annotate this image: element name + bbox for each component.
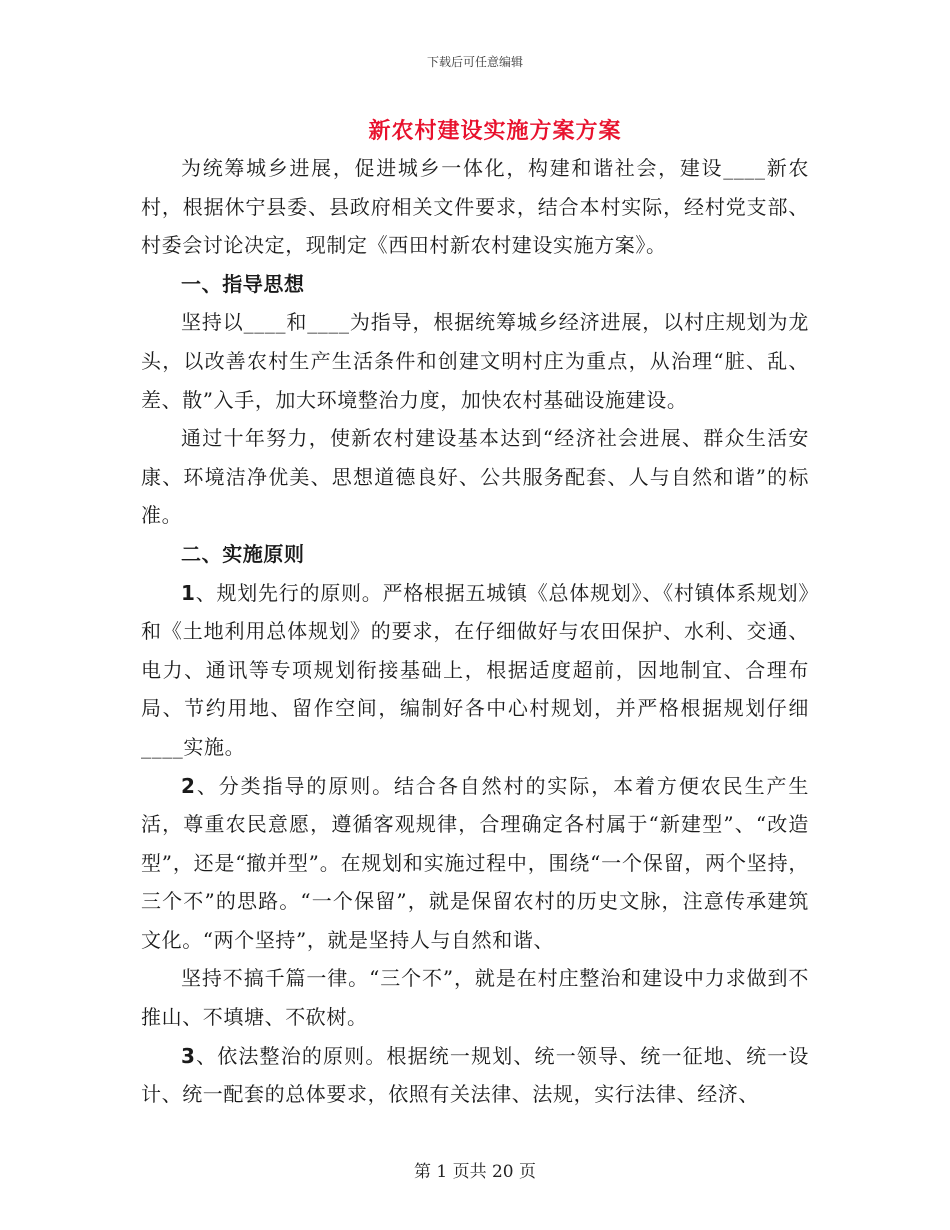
principle-number-3: 3	[181, 1043, 196, 1068]
guiding-ideology-paragraph: 坚持以____和____为指导，根据统筹城乡经济进展，以村庄规划为龙头，以改善农村生产生活条件和创建文明村庄为重点，从治理“脏、乱、差、散”入手，加大环境整治力度，加快农村基础设施建设。	[141, 310, 809, 412]
goal-paragraph: 通过十年努力，使新农村建设基本达到“经济社会进展、群众生活安康、环境洁净优美、思想道德良好、公共服务配套、人与自然和谐”的标准。	[141, 426, 809, 528]
section-heading-guiding-ideology: 一、指导思想	[181, 271, 305, 296]
document-body	[141, 149, 809, 1114]
principle-item-2-continued: 坚持不搞千篇一律。“三个不”，就是在村庄整治和建设中力求做到不推山、不填塘、不砍树。	[141, 966, 809, 1030]
principle-item-1	[141, 574, 809, 767]
principle-item-2	[141, 767, 809, 960]
document-title: 新农村建设实施方案方案	[368, 118, 622, 144]
principle-text-1: 、规划先行的原则。严格根据五城镇《总体规划》、《村镇体系规划》和《土地利用总体规划》的要求，在仔细做好与农田保护、水利、交通、电力、通讯等专项规划衔接基础上，根据适度超前，因地制宜、合理布局、节约用地、留作空间，编制好各中心村规划，并严格根据规划仔细____实施。	[141, 580, 809, 759]
principle-number-1: 1	[181, 580, 196, 605]
principle-text-3: 、依法整治的原则。根据统一规划、统一领导、统一征地、统一设计、统一配套的总体要求，依照有关法律、法规，实行法律、经济、	[141, 1043, 809, 1107]
principle-item-3	[141, 1037, 809, 1114]
intro-paragraph: 为统筹城乡进展，促进城乡一体化，构建和谐社会，建设____新农村，根据休宁县委、县政府相关文件要求，结合本村实际，经村党支部、村委会讨论决定，现制定《西田村新农村建设实施方案》。	[141, 156, 809, 258]
page-footer: 第 1 页共 20 页	[413, 1162, 537, 1182]
principle-text-2: 、分类指导的原则。结合各自然村的实际，本着方便农民生产生活，尊重农民意愿，遵循客观规律，合理确定各村属于“新建型”、“改造型”，还是“撤并型”。在规划和实施过程中，围绕“一个保留，两个坚持，三个不”的思路。“一个保留”，就是保留农村的历史文脉，注意传承建筑文化。“两个坚持”，就是坚持人与自然和谐、	[141, 773, 809, 952]
section-heading-principles: 二、实施原则	[181, 541, 305, 566]
header-note: 下载后可任意编辑	[426, 55, 523, 69]
principle-number-2: 2	[181, 773, 196, 798]
